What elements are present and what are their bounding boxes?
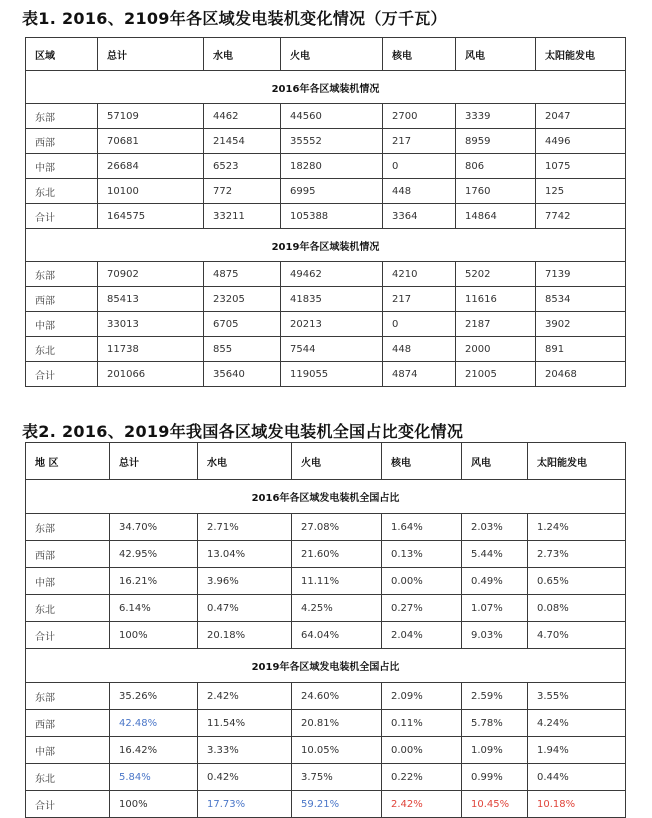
value-cell: 6523 xyxy=(204,154,281,179)
value-cell: 6705 xyxy=(204,312,281,337)
table-row xyxy=(26,791,626,818)
value-cell: 891 xyxy=(536,337,626,362)
value-cell: 17.73% xyxy=(198,791,292,818)
section-header-row xyxy=(26,649,626,683)
value-cell: 0.22% xyxy=(382,764,462,791)
value-cell: 49462 xyxy=(281,262,383,287)
column-header: 火电 xyxy=(281,38,383,71)
value-cell: 7742 xyxy=(536,204,626,229)
value-cell: 16.42% xyxy=(110,737,198,764)
value-cell: 4210 xyxy=(383,262,456,287)
table-row xyxy=(26,737,626,764)
value-cell: 0.13% xyxy=(382,541,462,568)
table-row xyxy=(26,568,626,595)
region-cell: 东北 xyxy=(26,337,98,362)
value-cell: 2047 xyxy=(536,104,626,129)
value-cell: 4496 xyxy=(536,129,626,154)
value-cell: 7139 xyxy=(536,262,626,287)
value-cell: 34.70% xyxy=(110,514,198,541)
value-cell: 0 xyxy=(383,154,456,179)
value-cell: 2.03% xyxy=(462,514,528,541)
value-cell: 448 xyxy=(383,179,456,204)
value-cell: 217 xyxy=(383,129,456,154)
value-cell: 20213 xyxy=(281,312,383,337)
value-cell: 35640 xyxy=(204,362,281,387)
table2-title: 表2. 2016、2019年我国各区域发电装机全国占比变化情况 xyxy=(22,422,464,441)
value-cell: 21.60% xyxy=(292,541,382,568)
value-cell: 0.08% xyxy=(528,595,626,622)
value-cell: 3.96% xyxy=(198,568,292,595)
region-cell: 东部 xyxy=(26,683,110,710)
region-cell: 西部 xyxy=(26,129,98,154)
value-cell: 2.71% xyxy=(198,514,292,541)
value-cell: 0.65% xyxy=(528,568,626,595)
value-cell: 11616 xyxy=(456,287,536,312)
value-cell: 0.99% xyxy=(462,764,528,791)
value-cell: 2.73% xyxy=(528,541,626,568)
value-cell: 41835 xyxy=(281,287,383,312)
value-cell: 3902 xyxy=(536,312,626,337)
value-cell: 2700 xyxy=(383,104,456,129)
value-cell: 70902 xyxy=(98,262,204,287)
value-cell: 4875 xyxy=(204,262,281,287)
region-cell: 中部 xyxy=(26,568,110,595)
value-cell: 125 xyxy=(536,179,626,204)
value-cell: 20.81% xyxy=(292,710,382,737)
table-row xyxy=(26,337,626,362)
value-cell: 23205 xyxy=(204,287,281,312)
table-row xyxy=(26,362,626,387)
value-cell: 2.42% xyxy=(382,791,462,818)
installed-capacity-table xyxy=(25,37,626,387)
region-cell: 东部 xyxy=(26,262,98,287)
region-cell: 东部 xyxy=(26,104,98,129)
value-cell: 9.03% xyxy=(462,622,528,649)
value-cell: 100% xyxy=(110,791,198,818)
value-cell: 10.45% xyxy=(462,791,528,818)
column-header: 核电 xyxy=(383,38,456,71)
value-cell: 217 xyxy=(383,287,456,312)
table-row xyxy=(26,595,626,622)
value-cell: 7544 xyxy=(281,337,383,362)
column-header: 水电 xyxy=(198,443,292,480)
value-cell: 1.24% xyxy=(528,514,626,541)
value-cell: 4.25% xyxy=(292,595,382,622)
column-header: 地 区 xyxy=(26,443,110,480)
region-cell: 东北 xyxy=(26,179,98,204)
value-cell: 806 xyxy=(456,154,536,179)
value-cell: 1.07% xyxy=(462,595,528,622)
region-cell: 西部 xyxy=(26,710,110,737)
value-cell: 1.64% xyxy=(382,514,462,541)
value-cell: 100% xyxy=(110,622,198,649)
value-cell: 27.08% xyxy=(292,514,382,541)
value-cell: 3.33% xyxy=(198,737,292,764)
value-cell: 42.95% xyxy=(110,541,198,568)
value-cell: 6.14% xyxy=(110,595,198,622)
value-cell: 448 xyxy=(383,337,456,362)
column-header: 风电 xyxy=(456,38,536,71)
value-cell: 0.42% xyxy=(198,764,292,791)
region-cell: 合计 xyxy=(26,791,110,818)
value-cell: 5202 xyxy=(456,262,536,287)
column-header: 水电 xyxy=(204,38,281,71)
value-cell: 1.94% xyxy=(528,737,626,764)
value-cell: 5.78% xyxy=(462,710,528,737)
value-cell: 2000 xyxy=(456,337,536,362)
column-header: 总计 xyxy=(98,38,204,71)
value-cell: 4462 xyxy=(204,104,281,129)
value-cell: 0.00% xyxy=(382,737,462,764)
value-cell: 0 xyxy=(383,312,456,337)
value-cell: 0.27% xyxy=(382,595,462,622)
value-cell: 64.04% xyxy=(292,622,382,649)
section-label: 2019年各区域装机情况 xyxy=(26,229,626,262)
value-cell: 5.44% xyxy=(462,541,528,568)
value-cell: 2.42% xyxy=(198,683,292,710)
value-cell: 44560 xyxy=(281,104,383,129)
value-cell: 35.26% xyxy=(110,683,198,710)
value-cell: 24.60% xyxy=(292,683,382,710)
table-row xyxy=(26,179,626,204)
value-cell: 70681 xyxy=(98,129,204,154)
region-cell: 中部 xyxy=(26,312,98,337)
table-row xyxy=(26,104,626,129)
value-cell: 5.84% xyxy=(110,764,198,791)
table-row xyxy=(26,262,626,287)
value-cell: 4.24% xyxy=(528,710,626,737)
section-header-row xyxy=(26,71,626,104)
value-cell: 0.47% xyxy=(198,595,292,622)
region-cell: 西部 xyxy=(26,287,98,312)
table-row xyxy=(26,287,626,312)
value-cell: 3.55% xyxy=(528,683,626,710)
region-cell: 西部 xyxy=(26,541,110,568)
value-cell: 1760 xyxy=(456,179,536,204)
value-cell: 11738 xyxy=(98,337,204,362)
value-cell: 11.54% xyxy=(198,710,292,737)
value-cell: 10100 xyxy=(98,179,204,204)
table-row xyxy=(26,204,626,229)
value-cell: 59.21% xyxy=(292,791,382,818)
value-cell: 4.70% xyxy=(528,622,626,649)
table-row xyxy=(26,541,626,568)
value-cell: 2.59% xyxy=(462,683,528,710)
value-cell: 6995 xyxy=(281,179,383,204)
column-header: 核电 xyxy=(382,443,462,480)
value-cell: 20468 xyxy=(536,362,626,387)
column-header: 区域 xyxy=(26,38,98,71)
value-cell: 16.21% xyxy=(110,568,198,595)
value-cell: 35552 xyxy=(281,129,383,154)
value-cell: 18280 xyxy=(281,154,383,179)
column-header: 风电 xyxy=(462,443,528,480)
value-cell: 105388 xyxy=(281,204,383,229)
region-cell: 中部 xyxy=(26,737,110,764)
value-cell: 85413 xyxy=(98,287,204,312)
section-label: 2016年各区域装机情况 xyxy=(26,71,626,104)
value-cell: 20.18% xyxy=(198,622,292,649)
table-row xyxy=(26,764,626,791)
value-cell: 0.00% xyxy=(382,568,462,595)
value-cell: 8534 xyxy=(536,287,626,312)
value-cell: 21454 xyxy=(204,129,281,154)
region-cell: 中部 xyxy=(26,154,98,179)
region-cell: 合计 xyxy=(26,204,98,229)
value-cell: 21005 xyxy=(456,362,536,387)
value-cell: 164575 xyxy=(98,204,204,229)
table-row xyxy=(26,312,626,337)
section-header-row xyxy=(26,480,626,514)
value-cell: 42.48% xyxy=(110,710,198,737)
value-cell: 0.11% xyxy=(382,710,462,737)
column-header: 太阳能发电 xyxy=(528,443,626,480)
value-cell: 2.09% xyxy=(382,683,462,710)
column-header: 火电 xyxy=(292,443,382,480)
header-row xyxy=(26,443,626,480)
value-cell: 14864 xyxy=(456,204,536,229)
value-cell: 10.18% xyxy=(528,791,626,818)
region-cell: 东北 xyxy=(26,595,110,622)
table1-title: 表1. 2016、2109年各区域发电装机变化情况（万千瓦） xyxy=(22,9,447,28)
value-cell: 855 xyxy=(204,337,281,362)
value-cell: 57109 xyxy=(98,104,204,129)
value-cell: 119055 xyxy=(281,362,383,387)
value-cell: 8959 xyxy=(456,129,536,154)
region-cell: 东部 xyxy=(26,514,110,541)
value-cell: 2187 xyxy=(456,312,536,337)
value-cell: 11.11% xyxy=(292,568,382,595)
value-cell: 4874 xyxy=(383,362,456,387)
section-label: 2016年各区域发电装机全国占比 xyxy=(26,480,626,514)
value-cell: 2.04% xyxy=(382,622,462,649)
region-cell: 东北 xyxy=(26,764,110,791)
value-cell: 13.04% xyxy=(198,541,292,568)
table-row xyxy=(26,622,626,649)
value-cell: 33013 xyxy=(98,312,204,337)
table-row xyxy=(26,154,626,179)
table-row xyxy=(26,129,626,154)
table-row xyxy=(26,710,626,737)
value-cell: 0.49% xyxy=(462,568,528,595)
column-header: 总计 xyxy=(110,443,198,480)
value-cell: 0.44% xyxy=(528,764,626,791)
capacity-share-table xyxy=(25,442,626,818)
section-header-row xyxy=(26,229,626,262)
region-cell: 合计 xyxy=(26,622,110,649)
section-label: 2019年各区域发电装机全国占比 xyxy=(26,649,626,683)
column-header: 太阳能发电 xyxy=(536,38,626,71)
value-cell: 10.05% xyxy=(292,737,382,764)
value-cell: 772 xyxy=(204,179,281,204)
value-cell: 26684 xyxy=(98,154,204,179)
header-row xyxy=(26,38,626,71)
table-row xyxy=(26,514,626,541)
region-cell: 合计 xyxy=(26,362,98,387)
value-cell: 33211 xyxy=(204,204,281,229)
value-cell: 3.75% xyxy=(292,764,382,791)
value-cell: 201066 xyxy=(98,362,204,387)
value-cell: 3339 xyxy=(456,104,536,129)
value-cell: 1.09% xyxy=(462,737,528,764)
value-cell: 1075 xyxy=(536,154,626,179)
value-cell: 3364 xyxy=(383,204,456,229)
table-row xyxy=(26,683,626,710)
